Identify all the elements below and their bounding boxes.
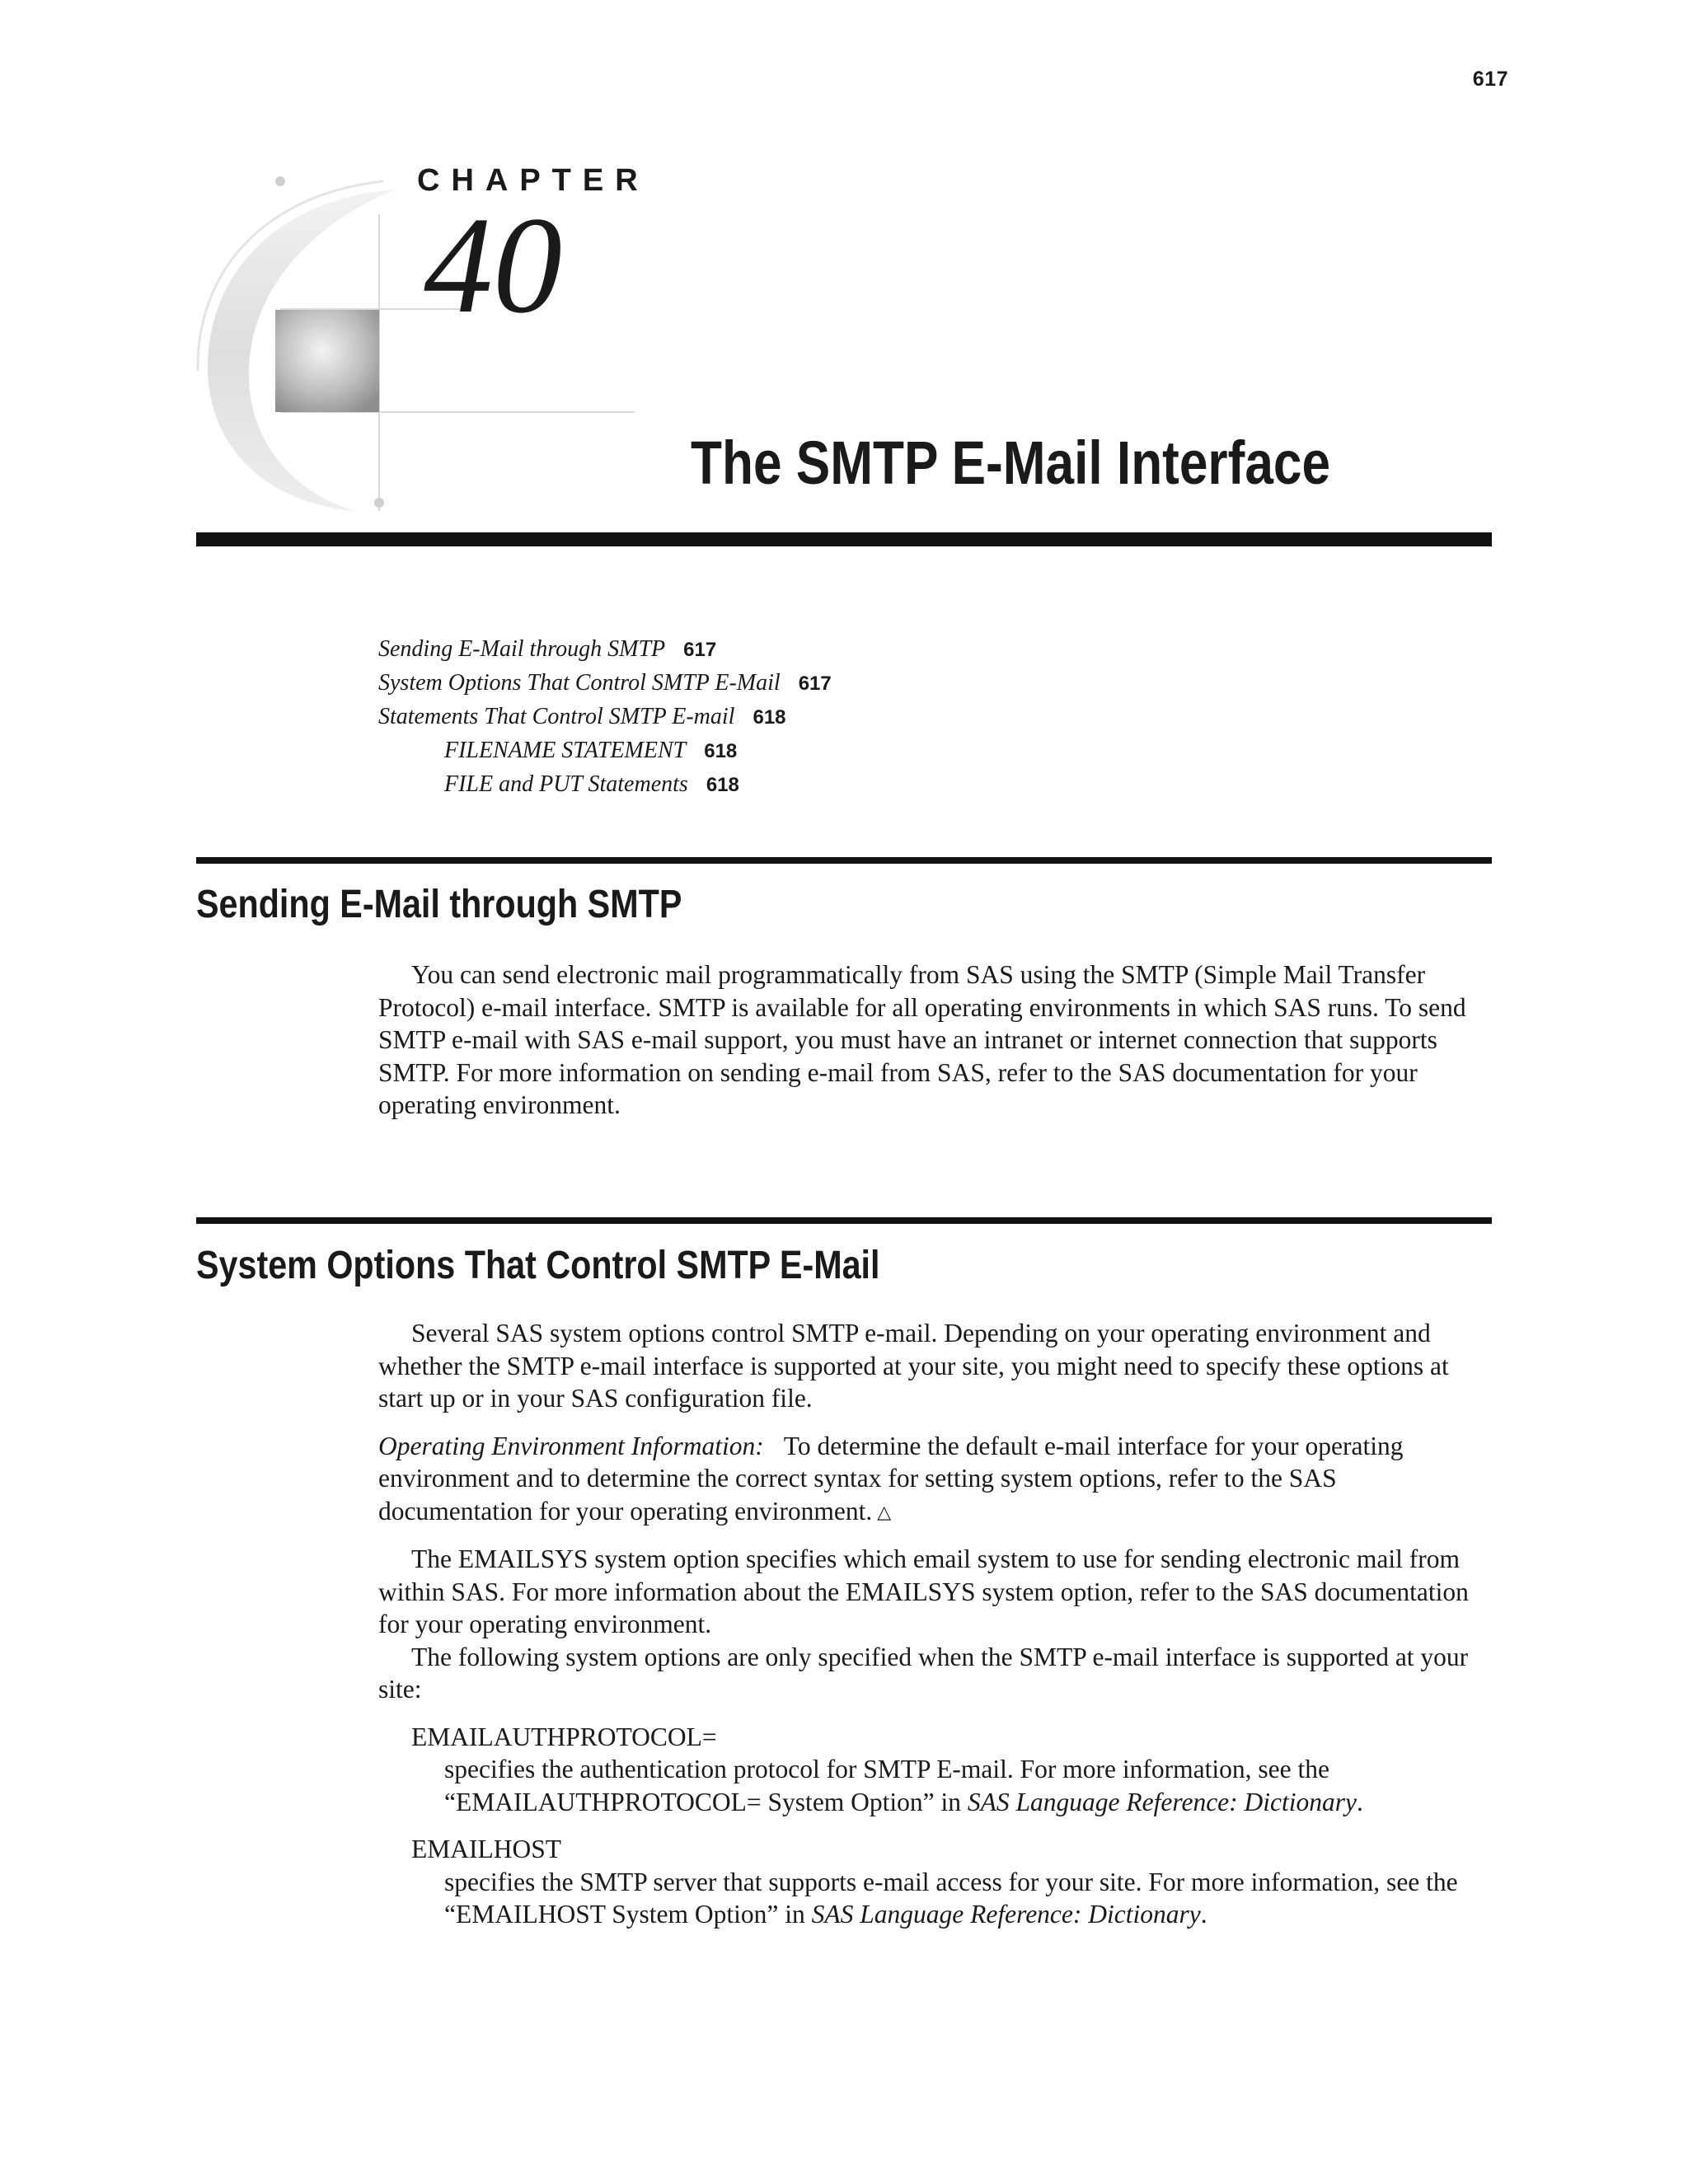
- toc-item[interactable]: [378, 701, 832, 734]
- section-rule: [196, 857, 1492, 864]
- toc-subitem[interactable]: [378, 734, 832, 768]
- toc-item-title: Statements That Control SMTP E-mail: [378, 704, 735, 729]
- chapter-label: CHAPTER: [417, 163, 649, 198]
- reference-link[interactable]: SAS Language Reference: Dictionary: [967, 1787, 1357, 1816]
- operating-environment-note: [378, 1430, 1487, 1529]
- toc-item-title: System Options That Control SMTP E-Mail: [378, 670, 781, 696]
- toc-item[interactable]: [378, 667, 832, 701]
- toc-item-page: 618: [706, 774, 739, 796]
- option-term: EMAILAUTHPROTOCOL=: [411, 1722, 717, 1751]
- toc-item-page: 617: [798, 673, 832, 695]
- section-heading-system-options: System Options That Control SMTP E-Mail: [196, 1244, 880, 1287]
- page-number: 617: [1472, 68, 1508, 91]
- toc-item-page: 618: [753, 706, 786, 729]
- toc-item-page: 618: [704, 740, 738, 762]
- chapter-emblem-graphic: [190, 165, 651, 519]
- toc-item-title: FILE and PUT Statements: [444, 771, 688, 797]
- chapter-contents: [378, 633, 832, 802]
- section-heading-sending-email: Sending E-Mail through SMTP: [196, 883, 682, 926]
- section-body-system-options: [378, 1317, 1487, 1931]
- section-rule: [196, 1217, 1492, 1224]
- definition-text-end: .: [1357, 1787, 1363, 1816]
- chapter-number: 40: [424, 189, 562, 342]
- definition-text-end: .: [1200, 1900, 1207, 1929]
- toc-item-page: 617: [683, 639, 717, 661]
- reference-link[interactable]: SAS Language Reference: Dictionary: [811, 1900, 1201, 1929]
- toc-subitem[interactable]: [378, 768, 832, 802]
- definition-text: specifies the SMTP server that supports e-mail access for your site. For more information, see the “EMAILHOST System Option” in: [444, 1867, 1458, 1929]
- paragraph: You can send electronic mail programmatically from SAS using the SMTP (Simple Mail Transfer Protocol) e-mail interface. SMTP is available for all operating environments in which SAS runs. To send SMTP e-mail with SAS e-mail support, you must have an intranet or internet connection that supports SMTP. For more information on sending e-mail from SAS, refer to the SAS documentation for your operating environment.: [378, 960, 1466, 1119]
- toc-item-title: Sending E-Mail through SMTP: [378, 636, 666, 662]
- note-text: To determine the default e-mail interface for your operating environment and to determine the correct syntax for setting system options, refer to the SAS documentation for your operating environment.: [378, 1431, 1404, 1526]
- option-definition: [378, 1753, 1487, 1818]
- paragraph: Several SAS system options control SMTP e-mail. Depending on your operating environment and whether the SMTP e-mail interface is supported at your site, you might need to specify these options at start up or in your SAS configuration file.: [378, 1319, 1449, 1413]
- section-body-sending-email: [378, 958, 1487, 1122]
- definition-text: specifies the authentication protocol for SMTP E-mail. For more information, see the “EMAILAUTHPROTOCOL= System Option” in: [444, 1755, 1329, 1816]
- note-label: Operating Environment Information:: [378, 1431, 764, 1460]
- option-term: EMAILHOST: [411, 1835, 561, 1863]
- paragraph: The following system options are only specified when the SMTP e-mail interface is supported at your site:: [378, 1642, 1469, 1704]
- end-of-note-triangle-icon: △: [877, 1501, 892, 1522]
- chapter-title: The SMTP E-Mail Interface: [691, 429, 1331, 497]
- paragraph: The EMAILSYS system option specifies which email system to use for sending electronic mail from within SAS. For more information about the EMAILSYS system option, refer to the SAS documentation for your operating environment.: [378, 1544, 1469, 1638]
- chapter-title-rule: [196, 532, 1492, 546]
- option-definition: [378, 1866, 1487, 1931]
- toc-item-title: FILENAME STATEMENT: [444, 738, 687, 763]
- toc-item[interactable]: [378, 633, 832, 667]
